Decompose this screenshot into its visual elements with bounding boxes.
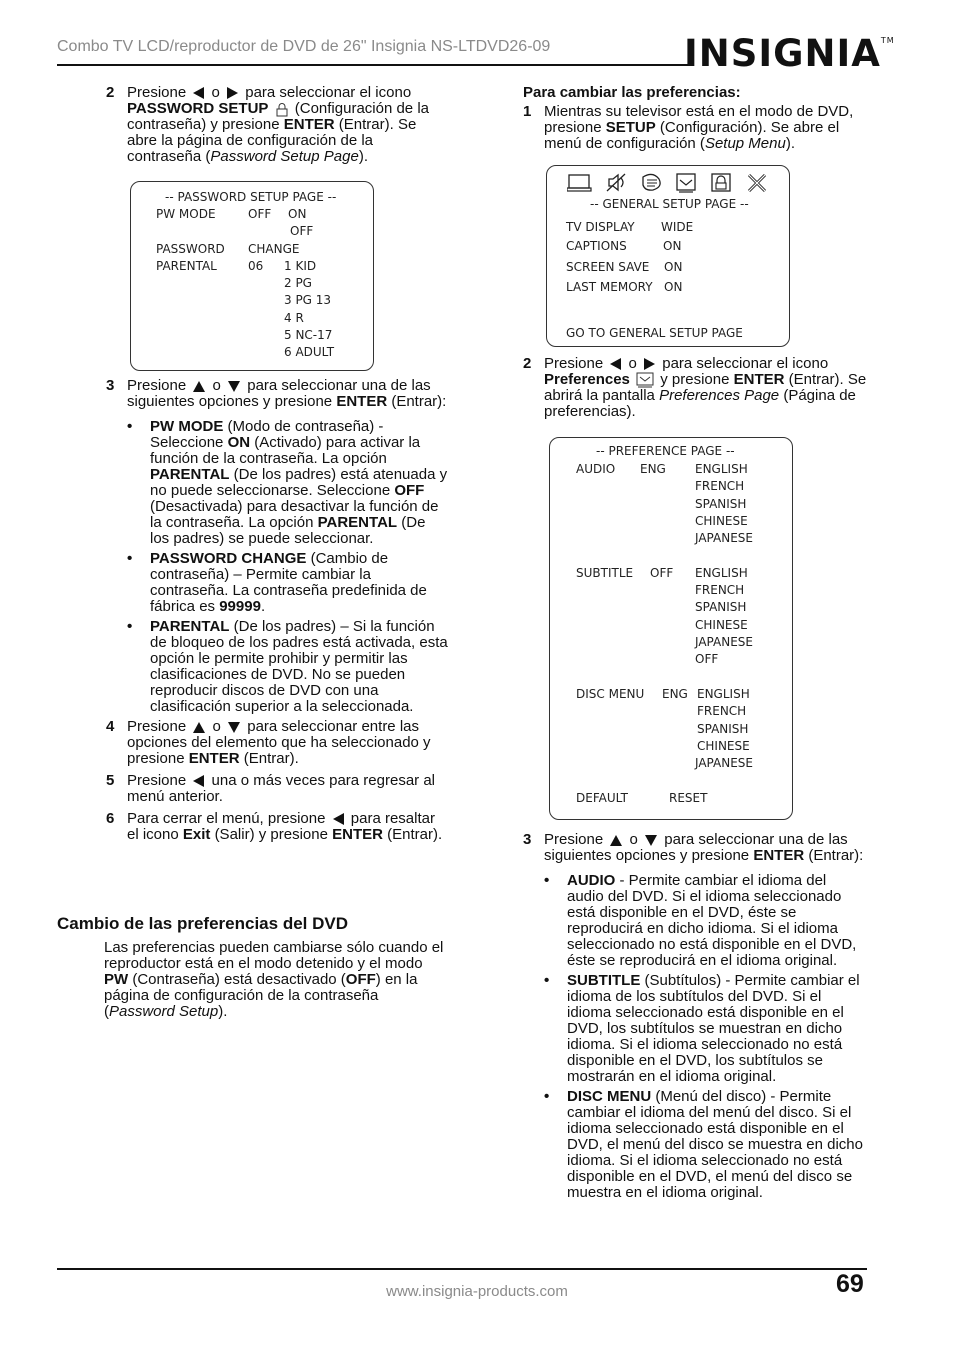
captions-value: ON (663, 239, 682, 253)
step-2-right (523, 356, 867, 420)
step-3-left (106, 378, 448, 410)
last-memory-label: LAST MEMORY (566, 280, 653, 294)
audio-option: FRENCH (695, 479, 745, 493)
dvd-preferences-section (57, 916, 448, 1020)
step-number: 2 (523, 355, 532, 372)
text: o (211, 84, 220, 101)
bold-text: ON (227, 434, 251, 451)
text: y presione (660, 371, 730, 388)
bold-text: 99999 (219, 598, 261, 615)
preferences-icon (677, 174, 695, 192)
bold-text: ENTER (336, 393, 388, 410)
text: o (628, 355, 637, 372)
step-3-right (523, 832, 867, 864)
subtitle-option: FRENCH (695, 583, 745, 597)
down-arrow-icon (645, 835, 657, 846)
rating-option: 2 PG (284, 276, 312, 290)
text: para seleccionar una de las siguientes opciones y presione (127, 377, 431, 410)
general-setup-screen (546, 165, 790, 347)
screen-title: -- PREFERENCE PAGE -- (596, 444, 735, 458)
bullet-disc-menu (544, 1089, 867, 1201)
bullet-password-change (127, 551, 448, 615)
text: Para cerrar el menú, presione (127, 810, 326, 827)
italic-text: Password Setup (109, 1003, 219, 1020)
lock-icon (275, 102, 289, 117)
audio-option: ENGLISH (695, 462, 748, 476)
right-column-step2 (523, 356, 867, 425)
bold-text: ENTER (283, 116, 335, 133)
password-label: PASSWORD (156, 242, 225, 256)
rating-option: 6 ADULT (284, 345, 335, 359)
bullet-list-left (106, 419, 448, 715)
right-arrow-icon (227, 87, 238, 99)
disc-menu-option: ENGLISH (697, 687, 750, 701)
bold-text: Preferences (544, 371, 630, 388)
parental-value: 06 (248, 259, 264, 273)
text: Mientras su televisor está en el modo de DVD, presione (544, 103, 854, 136)
left-arrow-icon (193, 775, 204, 787)
bold-text: PARENTAL (317, 514, 398, 531)
screen-title: -- PASSWORD SETUP PAGE -- (165, 190, 337, 204)
up-arrow-icon (193, 722, 205, 733)
text: (Entrar): (391, 393, 447, 410)
text: (Configuración de la contraseña) y presione (127, 100, 429, 133)
subtitle-label: SUBTITLE (576, 566, 634, 580)
bold-text: PW MODE (150, 418, 224, 435)
rating-option: 5 NC-17 (284, 328, 333, 342)
exit-icon (749, 175, 765, 191)
bullet-parental (127, 619, 448, 715)
subtitle-option: OFF (695, 652, 719, 666)
bold-text: DISC MENU (567, 1088, 652, 1105)
left-arrow-icon (610, 358, 621, 370)
text: (Desactivada) para desactivar la función de la contraseña. La opción (150, 498, 439, 531)
text: (Contraseña) está desactivado ( (132, 971, 346, 988)
audio-value: ENG (640, 462, 666, 476)
footer-url[interactable]: www.insignia-products.com (386, 1283, 568, 1300)
left-arrow-icon (333, 813, 344, 825)
text: ). (358, 148, 368, 165)
rating-option: 1 KID (284, 259, 317, 273)
setup-icon-bar (567, 171, 772, 195)
text: (Activado) para activar la función de la contraseña. La opción (150, 434, 421, 467)
preference-page-screen (549, 437, 793, 820)
right-column-steps (523, 832, 867, 1205)
tv-display-icon (567, 175, 591, 191)
subtitle-option: ENGLISH (695, 566, 748, 580)
step-5-left (106, 773, 448, 805)
bold-text: OFF (345, 971, 376, 988)
text: ). (218, 1003, 228, 1020)
bullet-dot: • (127, 418, 133, 435)
audio-option: JAPANESE (695, 531, 753, 545)
text: (Subtítulos) - Permite cambiar el idioma de los subtítulos del DVD. Si el idioma seleccionado está disponible en el DVD, los subtítulos se muestran en dicho idioma. Si el idioma seleccionado no está disponible en el DVD, los subtítulos se mostrarán en el idioma original. (567, 972, 860, 1085)
text: (Página de preferencias). (544, 387, 856, 421)
header-rule (57, 64, 690, 66)
password-setup-screen (130, 181, 374, 371)
bold-text: ENTER (188, 750, 240, 767)
logo-trademark: TM (880, 36, 895, 45)
bold-text: PARENTAL (150, 618, 230, 635)
pw-mode-value: OFF (248, 207, 272, 221)
text: (Entrar). Se abre la página de configuración de la contraseña ( (127, 116, 417, 165)
bullet-dot: • (544, 1088, 550, 1105)
text: Presione (127, 377, 187, 394)
bullet-dot: • (544, 972, 550, 989)
text: Las preferencias pueden cambiarse sólo cuando el reproductor está en el modo detenido y el modo (104, 939, 444, 972)
parental-label: PARENTAL (156, 259, 217, 273)
go-to-general-setup: GO TO GENERAL SETUP PAGE (566, 326, 743, 340)
bullet-pw-mode (127, 419, 448, 547)
italic-text: Preferences Page (659, 387, 780, 405)
text: ). (785, 135, 795, 152)
bold-text: OFF (394, 482, 425, 499)
last-memory-value: ON (664, 280, 683, 294)
down-arrow-icon (228, 722, 240, 733)
subtitle-value: OFF (650, 566, 674, 580)
text: para resaltar el icono (127, 810, 435, 843)
header-title: Combo TV LCD/reproductor de DVD de 26" Insignia NS-LTDVD26-09 (57, 38, 551, 55)
text: (Salir) y presione (214, 826, 328, 843)
left-column-steps-top (106, 85, 448, 170)
step-number: 3 (523, 831, 532, 848)
insignia-logo (684, 32, 895, 75)
step-number: 3 (106, 377, 115, 394)
bold-text: SUBTITLE (567, 972, 641, 989)
bullet-dot: • (127, 618, 133, 635)
bold-text: PASSWORD SETUP (127, 100, 269, 117)
preferences-icon (636, 372, 654, 388)
right-column-top (523, 85, 867, 157)
step-6-left (106, 811, 448, 843)
lock-icon (712, 174, 730, 191)
down-arrow-icon (228, 381, 240, 392)
text: (Entrar). (387, 826, 443, 843)
text: . (260, 598, 266, 615)
tv-display-value: WIDE (661, 220, 694, 234)
disc-menu-option: JAPANESE (695, 756, 753, 770)
disc-menu-option: SPANISH (697, 722, 749, 736)
rating-option: 3 PG 13 (284, 293, 332, 307)
disc-menu-option: CHINESE (697, 739, 750, 753)
pw-mode-option-off: OFF (290, 224, 314, 238)
tv-display-label: TV DISPLAY (566, 220, 635, 234)
text: Presione (544, 831, 604, 848)
right-arrow-icon (644, 358, 655, 370)
text: (De los padres) se puede seleccionar. (150, 514, 426, 547)
bold-text: ENTER (332, 826, 383, 843)
text: para seleccionar el icono (245, 84, 412, 101)
text: Presione (544, 355, 604, 372)
text: una o más veces para regresar al menú anterior. (127, 772, 435, 805)
left-column-steps (106, 378, 448, 848)
text: o (629, 831, 638, 848)
text: Presione (127, 84, 187, 101)
rating-option: 4 R (284, 311, 304, 325)
text: (Menú del disco) - Permite cambiar el idioma del menú del disco. Si el idioma seleccionado está disponible en el DVD, el menú del disco se muestra en dicho idioma. Si el idioma seleccionado no está disponible en el DVD, el menú del disco se muestra en el idioma original. (567, 1088, 863, 1201)
bullet-subtitle (544, 973, 867, 1085)
text: - Permite cambiar el idioma del audio del DVD. Si el idioma seleccionado está disponible en el DVD, éste se reproducirá en dicho idioma. Si el idioma seleccionado no está disponible en el DVD, éste se reproducirá en el idioma original. (567, 872, 857, 969)
text: Presione (127, 718, 187, 735)
bold-text: PARENTAL (150, 466, 230, 483)
screen-save-value: ON (664, 260, 683, 274)
bold-text: ENTER (753, 847, 805, 864)
speaker-icon (607, 174, 625, 191)
text: o (212, 718, 221, 735)
password-value: CHANGE (248, 242, 300, 256)
italic-text: Password Setup Page (210, 148, 359, 165)
dolby-icon (643, 174, 660, 190)
step-4-left (106, 719, 448, 767)
step-number: 2 (106, 84, 115, 101)
bullet-list-right (523, 873, 867, 1201)
logo-text: INSIGNIA (684, 32, 881, 75)
step-number: 5 (106, 772, 115, 789)
step-2-left (106, 85, 448, 165)
subtitle-option: SPANISH (695, 600, 747, 614)
text: (De los padres) – Si la función de bloqueo de los padres está activada, esta opción le permite prohibir y permitir las clasificaciones de DVD. No se pueden reproducir discos de DVD con una clasificación superior a la seleccionada. (150, 618, 448, 715)
up-arrow-icon (610, 835, 622, 846)
bold-text: Exit (182, 826, 211, 843)
screen-save-label: SCREEN SAVE (566, 260, 650, 274)
step-number: 1 (523, 103, 532, 120)
text: (Cambio de contraseña) – Permite cambiar la contraseña. La contraseña predefinida de fábrica es (150, 550, 427, 615)
bullet-audio (544, 873, 867, 969)
italic-text: Setup Menu (704, 135, 786, 152)
bold-text: PW (104, 971, 129, 988)
bold-text: AUDIO (567, 872, 616, 889)
section-heading: Cambio de las preferencias del DVD (57, 914, 348, 933)
step-number: 4 (106, 718, 115, 735)
section-paragraph (57, 940, 448, 1020)
subtitle-option: JAPANESE (695, 635, 753, 649)
text: (Entrar). (243, 750, 299, 767)
subheading: Para cambiar las preferencias: (523, 84, 741, 101)
step-1-right (523, 104, 867, 152)
footer-rule (57, 1268, 867, 1270)
disc-menu-option: FRENCH (697, 704, 747, 718)
audio-option: CHINESE (695, 514, 748, 528)
text: (Entrar). Se abrirá la pantalla (544, 371, 867, 405)
bold-text: PASSWORD CHANGE (150, 550, 307, 567)
bold-text: SETUP (605, 119, 656, 136)
audio-option: SPANISH (695, 497, 747, 511)
page-number: 69 (836, 1270, 864, 1298)
subtitle-option: CHINESE (695, 618, 748, 632)
text: o (212, 377, 221, 394)
step-number: 6 (106, 810, 115, 827)
pw-mode-option-on: ON (288, 207, 307, 221)
text: (Modo de contraseña) - Seleccione (150, 418, 384, 451)
text: para seleccionar una de las siguientes opciones y presione (544, 831, 848, 864)
text: para seleccionar entre las opciones del elemento que ha seleccionado y presione (127, 718, 431, 767)
text: (Configuración). Se abre el menú de configuración ( (544, 119, 840, 152)
disc-menu-label: DISC MENU (576, 687, 645, 701)
text: ) en la página de configuración de la contraseña ( (104, 971, 418, 1020)
bullet-dot: • (127, 550, 133, 567)
text: (De los padres) está atenuada y no puede seleccionarse. Seleccione (150, 466, 448, 499)
default-value: RESET (669, 791, 708, 805)
pw-mode-label: PW MODE (156, 207, 216, 221)
text: Presione (127, 772, 187, 789)
text: (Entrar): (808, 847, 864, 864)
up-arrow-icon (193, 381, 205, 392)
text: para seleccionar el icono (662, 355, 829, 372)
bullet-dot: • (544, 872, 550, 889)
disc-menu-value: ENG (662, 687, 688, 701)
screen-title: -- GENERAL SETUP PAGE -- (590, 197, 749, 211)
left-arrow-icon (193, 87, 204, 99)
bold-text: ENTER (733, 371, 785, 388)
captions-label: CAPTIONS (566, 239, 627, 253)
default-label: DEFAULT (576, 791, 628, 805)
audio-label: AUDIO (576, 462, 616, 476)
